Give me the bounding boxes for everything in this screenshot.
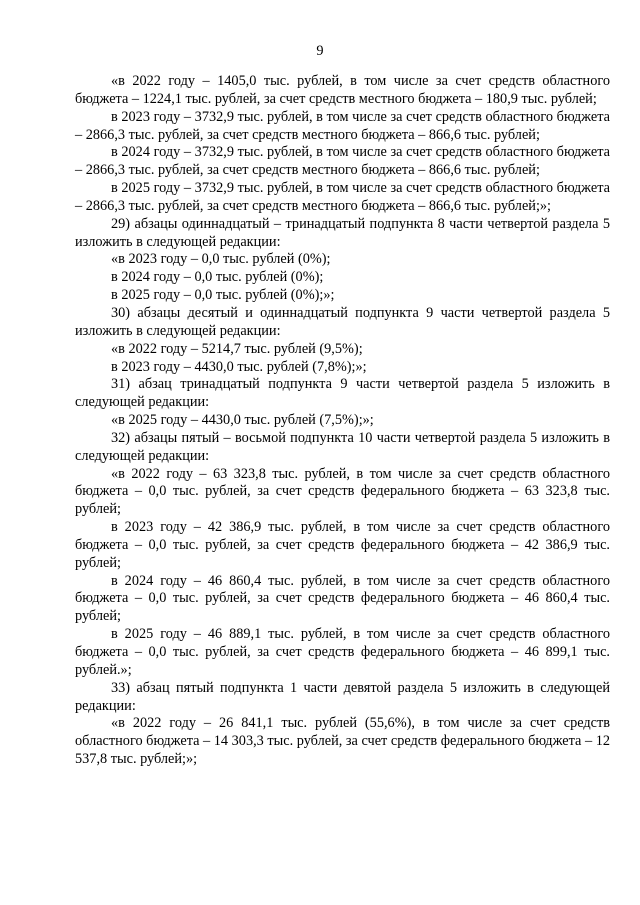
document-body xyxy=(75,73,610,769)
paragraph-2022-funding: «в 2022 году – 1405,0 тыс. рублей, в том числе за счет средств областного бюджета – 1224,1 тыс. рублей, за счет средств местного бюджета – 180,9 тыс. рублей; xyxy=(75,73,610,107)
amendment-31: 31) абзац тринадцатый подпункта 9 части четвертой раздела 5 изложить в следующей редакции: xyxy=(75,376,610,411)
paragraph-2025-funding: в 2025 году – 3732,9 тыс. рублей, в том числе за счет средств областного бюджета – 2866,3 тыс. рублей, за счет средств местного бюджета – 866,6 тыс. рублей;»; xyxy=(75,180,610,214)
amendment-32-line-2025: в 2025 году – 46 889,1 тыс. рублей, в том числе за счет средств областного бюджета – 0,0 тыс. рублей, за счет средств федерального бюджета – 46 899,1 тыс. рублей.»; xyxy=(75,626,610,678)
amendment-29-line-2024: в 2024 году – 0,0 тыс. рублей (0%); xyxy=(111,269,324,286)
amendment-32-line-2022: «в 2022 году – 63 323,8 тыс. рублей, в том числе за счет средств областного бюджета – 0,0 тыс. рублей, за счет средств федерального бюджета – 63 323,8 тыс. рублей; xyxy=(75,465,610,518)
amendment-32-line-2024: в 2024 году – 46 860,4 тыс. рублей, в том числе за счет средств областного бюджета – 0,0 тыс. рублей, за счет средств федерального бюджета – 46 860,4 тыс. рублей; xyxy=(75,572,610,625)
paragraph-2023-funding: в 2023 году – 3732,9 тыс. рублей, в том числе за счет средств областного бюджета – 2866,3 тыс. рублей, за счет средств местного бюджета – 866,6 тыс. рублей; xyxy=(75,108,610,143)
amendment-33: 33) абзац пятый подпункта 1 части девятой раздела 5 изложить в следующей редакции: xyxy=(75,679,610,714)
amendment-30-line-2023: в 2023 году – 4430,0 тыс. рублей (7,8%);»; xyxy=(111,358,367,375)
page-number: 9 xyxy=(316,43,324,59)
amendment-33-line-2022: «в 2022 году – 26 841,1 тыс. рублей (55,6%), в том числе за счет средств областного бюджета – 14 303,3 тыс. рублей, за счет средств федерального бюджета – 12 537,8 тыс. рублей;»; xyxy=(75,715,610,768)
paragraph-2024-funding: в 2024 году – 3732,9 тыс. рублей, в том числе за счет средств областного бюджета – 2866,3 тыс. рублей, за счет средств местного бюджета – 866,6 тыс. рублей; xyxy=(75,144,610,179)
amendment-32-line-2023: в 2023 году – 42 386,9 тыс. рублей, в том числе за счет средств областного бюджета – 0,0 тыс. рублей, за счет средств федерального бюджета – 42 386,9 тыс. рублей; xyxy=(75,519,610,571)
amendment-29-line-2023: «в 2023 году – 0,0 тыс. рублей (0%); xyxy=(111,251,331,268)
amendment-30-line-2022: «в 2022 году – 5214,7 тыс. рублей (9,5%); xyxy=(111,340,363,357)
amendment-31-line-2025: «в 2025 году – 4430,0 тыс. рублей (7,5%);»; xyxy=(111,412,374,429)
amendment-30: 30) абзацы десятый и одиннадцатый подпункта 9 части четвертой раздела 5 изложить в следующей редакции: xyxy=(75,304,610,339)
amendment-32: 32) абзацы пятый – восьмой подпункта 10 части четвертой раздела 5 изложить в следующей редакции: xyxy=(75,429,610,464)
amendment-29-line-2025: в 2025 году – 0,0 тыс. рублей (0%);»; xyxy=(111,287,335,304)
amendment-29: 29) абзацы одиннадцатый – тринадцатый подпункта 8 части четвертой раздела 5 изложить в следующей редакции: xyxy=(75,215,610,250)
